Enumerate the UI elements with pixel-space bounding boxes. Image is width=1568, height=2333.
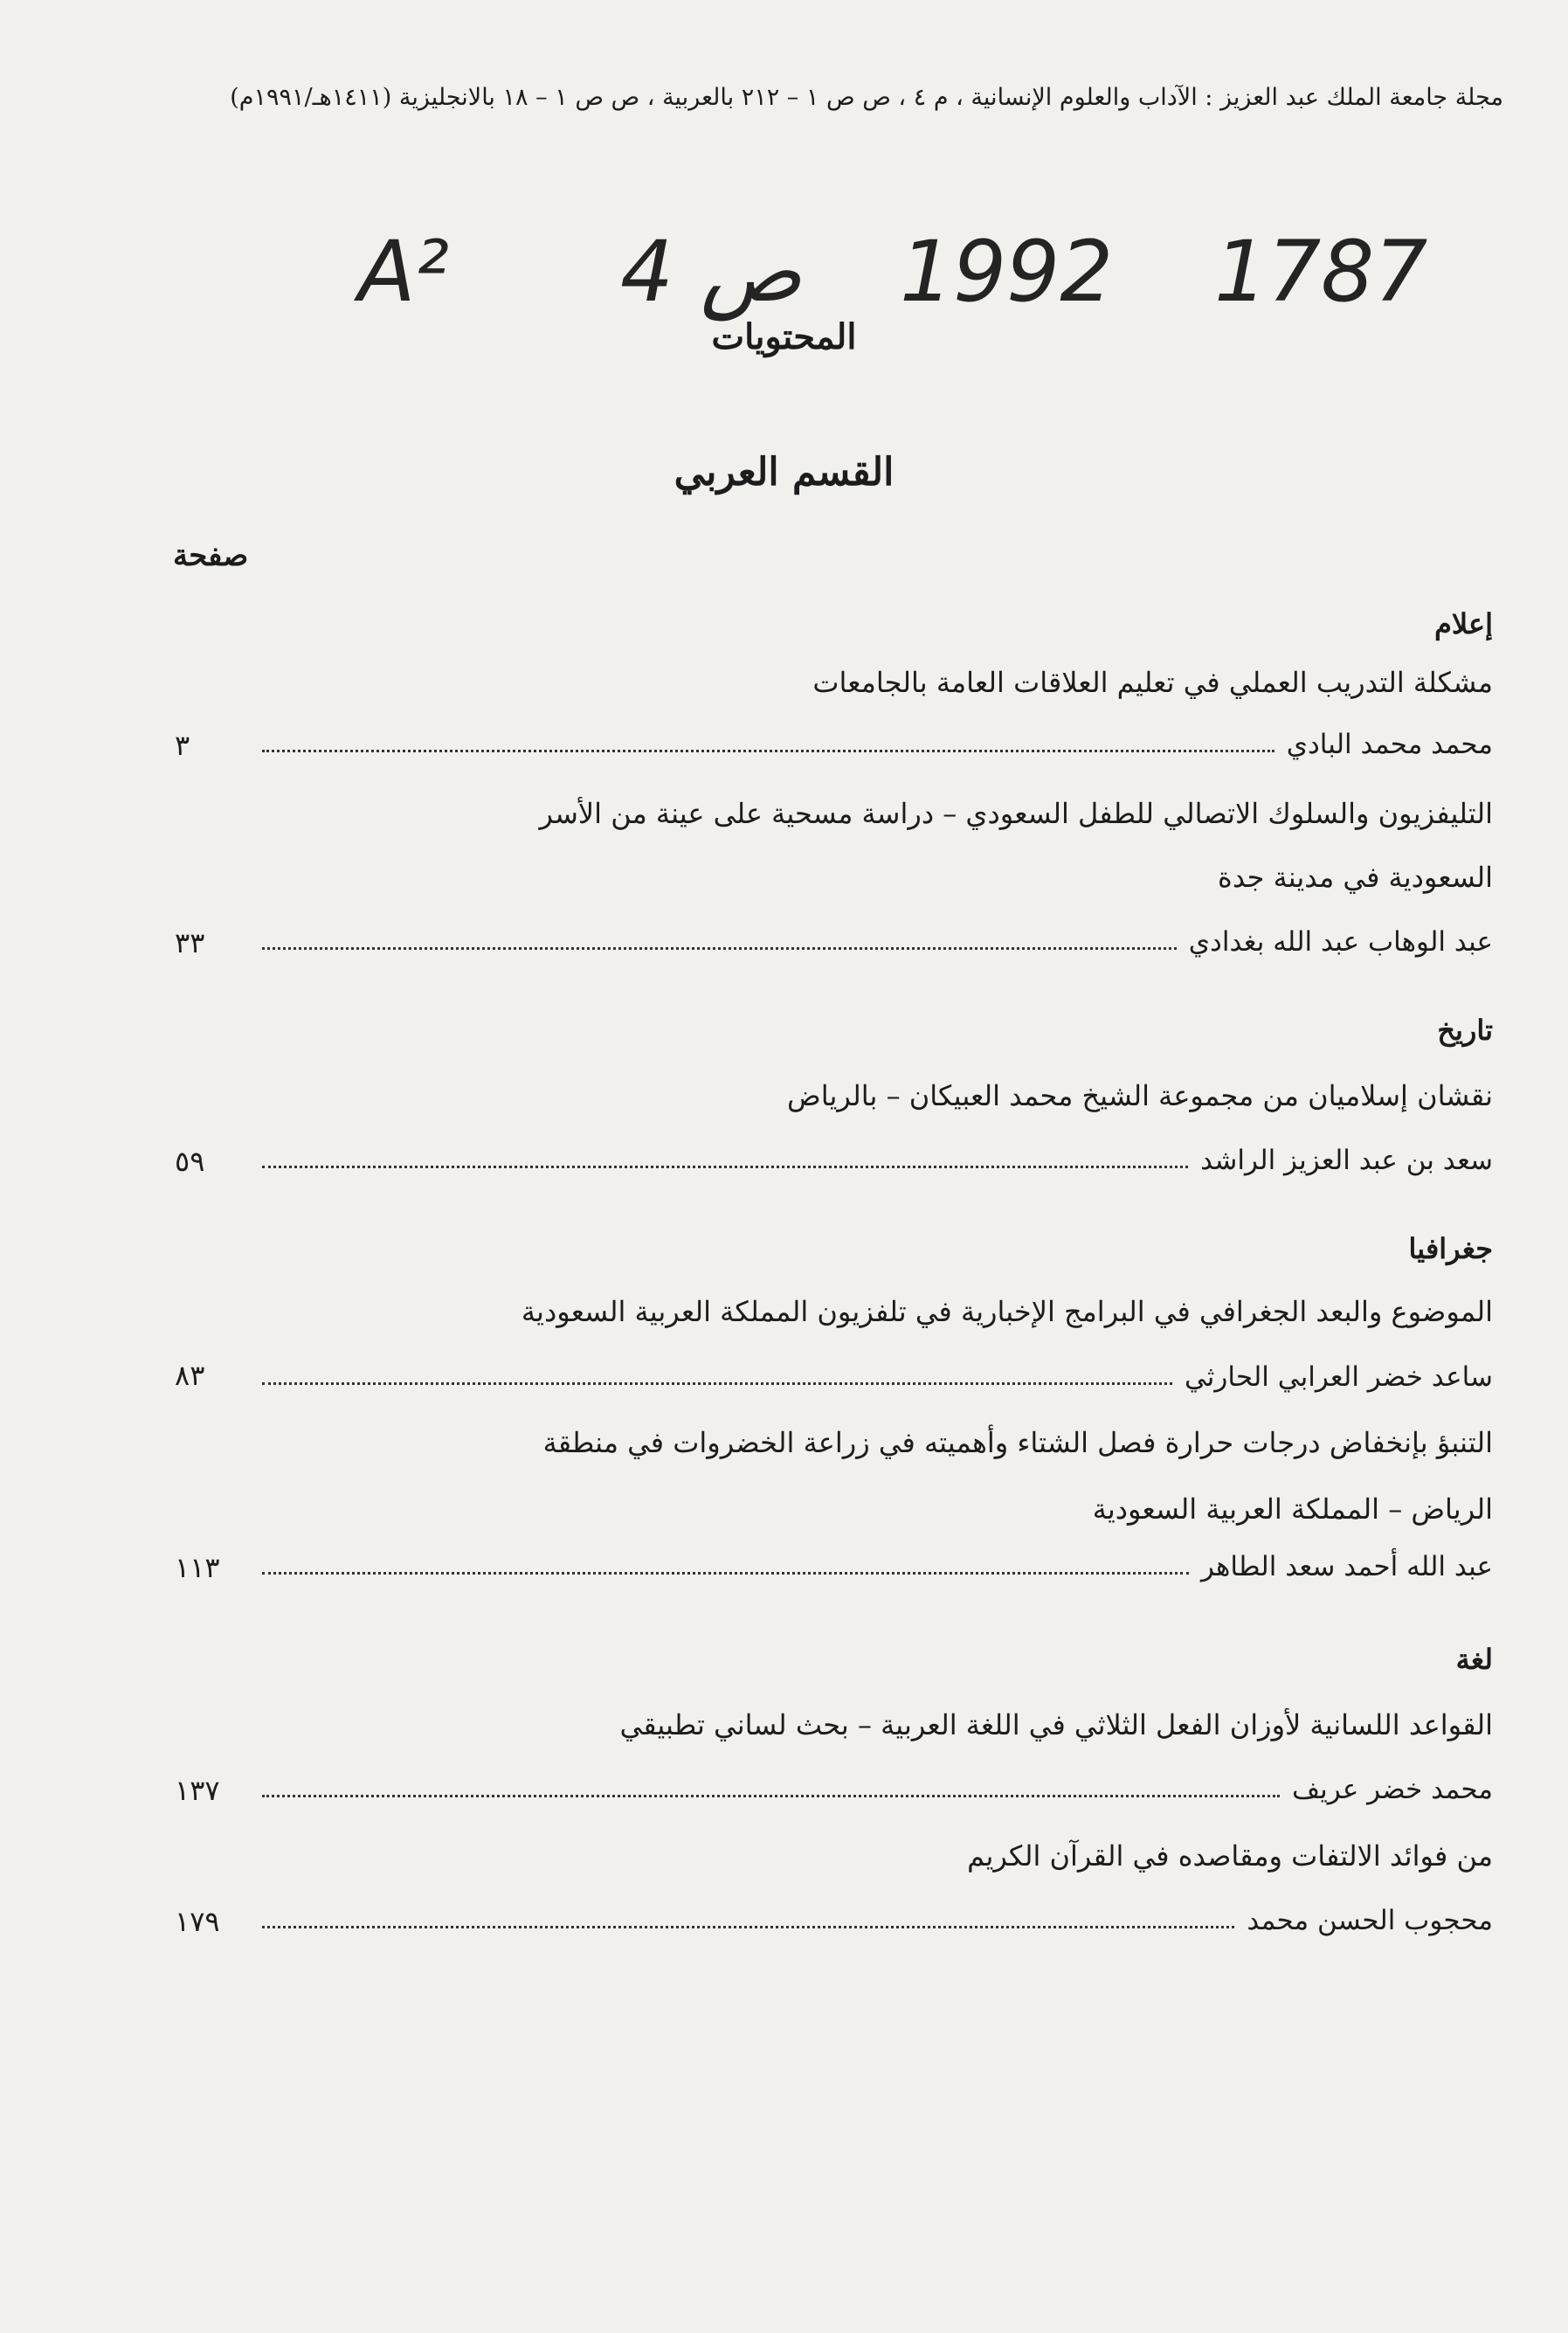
entry-title: القواعد اللسانية لأوزان الفعل الثلاثي في اللغة العربية – بحث لساني تطبيقي [619,1708,1493,1741]
entry-author-row [262,1551,1493,1582]
entry-title: السعودية في مدينة جدة [1218,861,1493,894]
entry-author: سعد بن عبد العزيز الراشد [1200,1145,1493,1176]
dot-leader [262,1572,1189,1575]
entry-author: محجوب الحسن محمد [1247,1905,1493,1936]
entry-page-number: ١٣٧ [175,1774,220,1807]
category-heading: تاريخ [1437,1014,1493,1047]
category-heading: إعلام [1434,607,1493,640]
entry-title: التليفزيون والسلوك الاتصالي للطفل السعودي – دراسة مسحية على عينة من الأسر [539,797,1493,830]
journal-header: مجلة جامعة الملك عبد العزيز : الآداب والعلوم الإنسانية ، م ٤ ، ص ص ١ – ٢١٢ بالعربية ، ص ص ١ – ١٨ بالانجليزية (١٤١١هـ/١٩٩١م) [230,84,1503,111]
entry-page-number: ٣ [175,729,190,762]
entry-title: الرياض – المملكة العربية السعودية [1092,1492,1493,1526]
entry-author-row [262,1774,1493,1805]
dot-leader [262,1795,1280,1797]
entry-page-number: ٥٩ [175,1145,205,1178]
entry-page-number: ١٧٩ [175,1905,220,1938]
entry-author: محمد محمد البادي [1286,729,1493,760]
entry-title: من فوائد الالتفات ومقاصده في القرآن الكريم [967,1839,1493,1873]
entry-page-number: ٣٣ [175,926,205,959]
entry-title: الموضوع والبعد الجغرافي في البرامج الإخبارية في تلفزيون المملكة العربية السعودية [521,1295,1493,1328]
handwritten-b: 4 ص [620,223,802,321]
dot-leader [262,947,1177,950]
dot-leader [262,1166,1188,1168]
entry-author: عبد الوهاب عبد الله بغدادي [1188,926,1493,958]
section-title: القسم العربي [673,450,895,495]
entry-title: نقشان إسلاميان من مجموعة الشيخ محمد العبيكان – بالرياض [787,1079,1493,1112]
dot-leader [262,1382,1172,1385]
dot-leader [262,750,1274,752]
handwritten-d: 1787 [1214,223,1428,321]
handwritten-c: 1992 [900,223,1114,321]
entry-author: عبد الله أحمد سعد الطاهر [1200,1551,1493,1582]
page-column-label: صفحة [173,538,249,573]
category-heading: جغرافيا [1408,1232,1493,1265]
dot-leader [262,1926,1234,1928]
entry-author-row [262,926,1493,958]
entry-author: ساعد خضر العرابي الحارثي [1184,1361,1493,1393]
handwritten-a: A² [358,223,450,321]
entry-author-row [262,729,1493,760]
entry-page-number: ٨٣ [175,1359,205,1392]
contents-title: المحتويات [711,316,857,357]
entry-author-row [262,1361,1493,1393]
entry-title: مشكلة التدريب العملي في تعليم العلاقات العامة بالجامعات [812,666,1493,699]
category-heading: لغة [1455,1643,1493,1676]
entry-author-row [262,1145,1493,1176]
entry-page-number: ١١٣ [175,1551,220,1584]
entry-author: محمد خضر عريف [1292,1774,1493,1805]
entry-title: التنبؤ بإنخفاض درجات حرارة فصل الشتاء وأهميته في زراعة الخضروات في منطقة [542,1426,1493,1459]
entry-author-row [262,1905,1493,1936]
